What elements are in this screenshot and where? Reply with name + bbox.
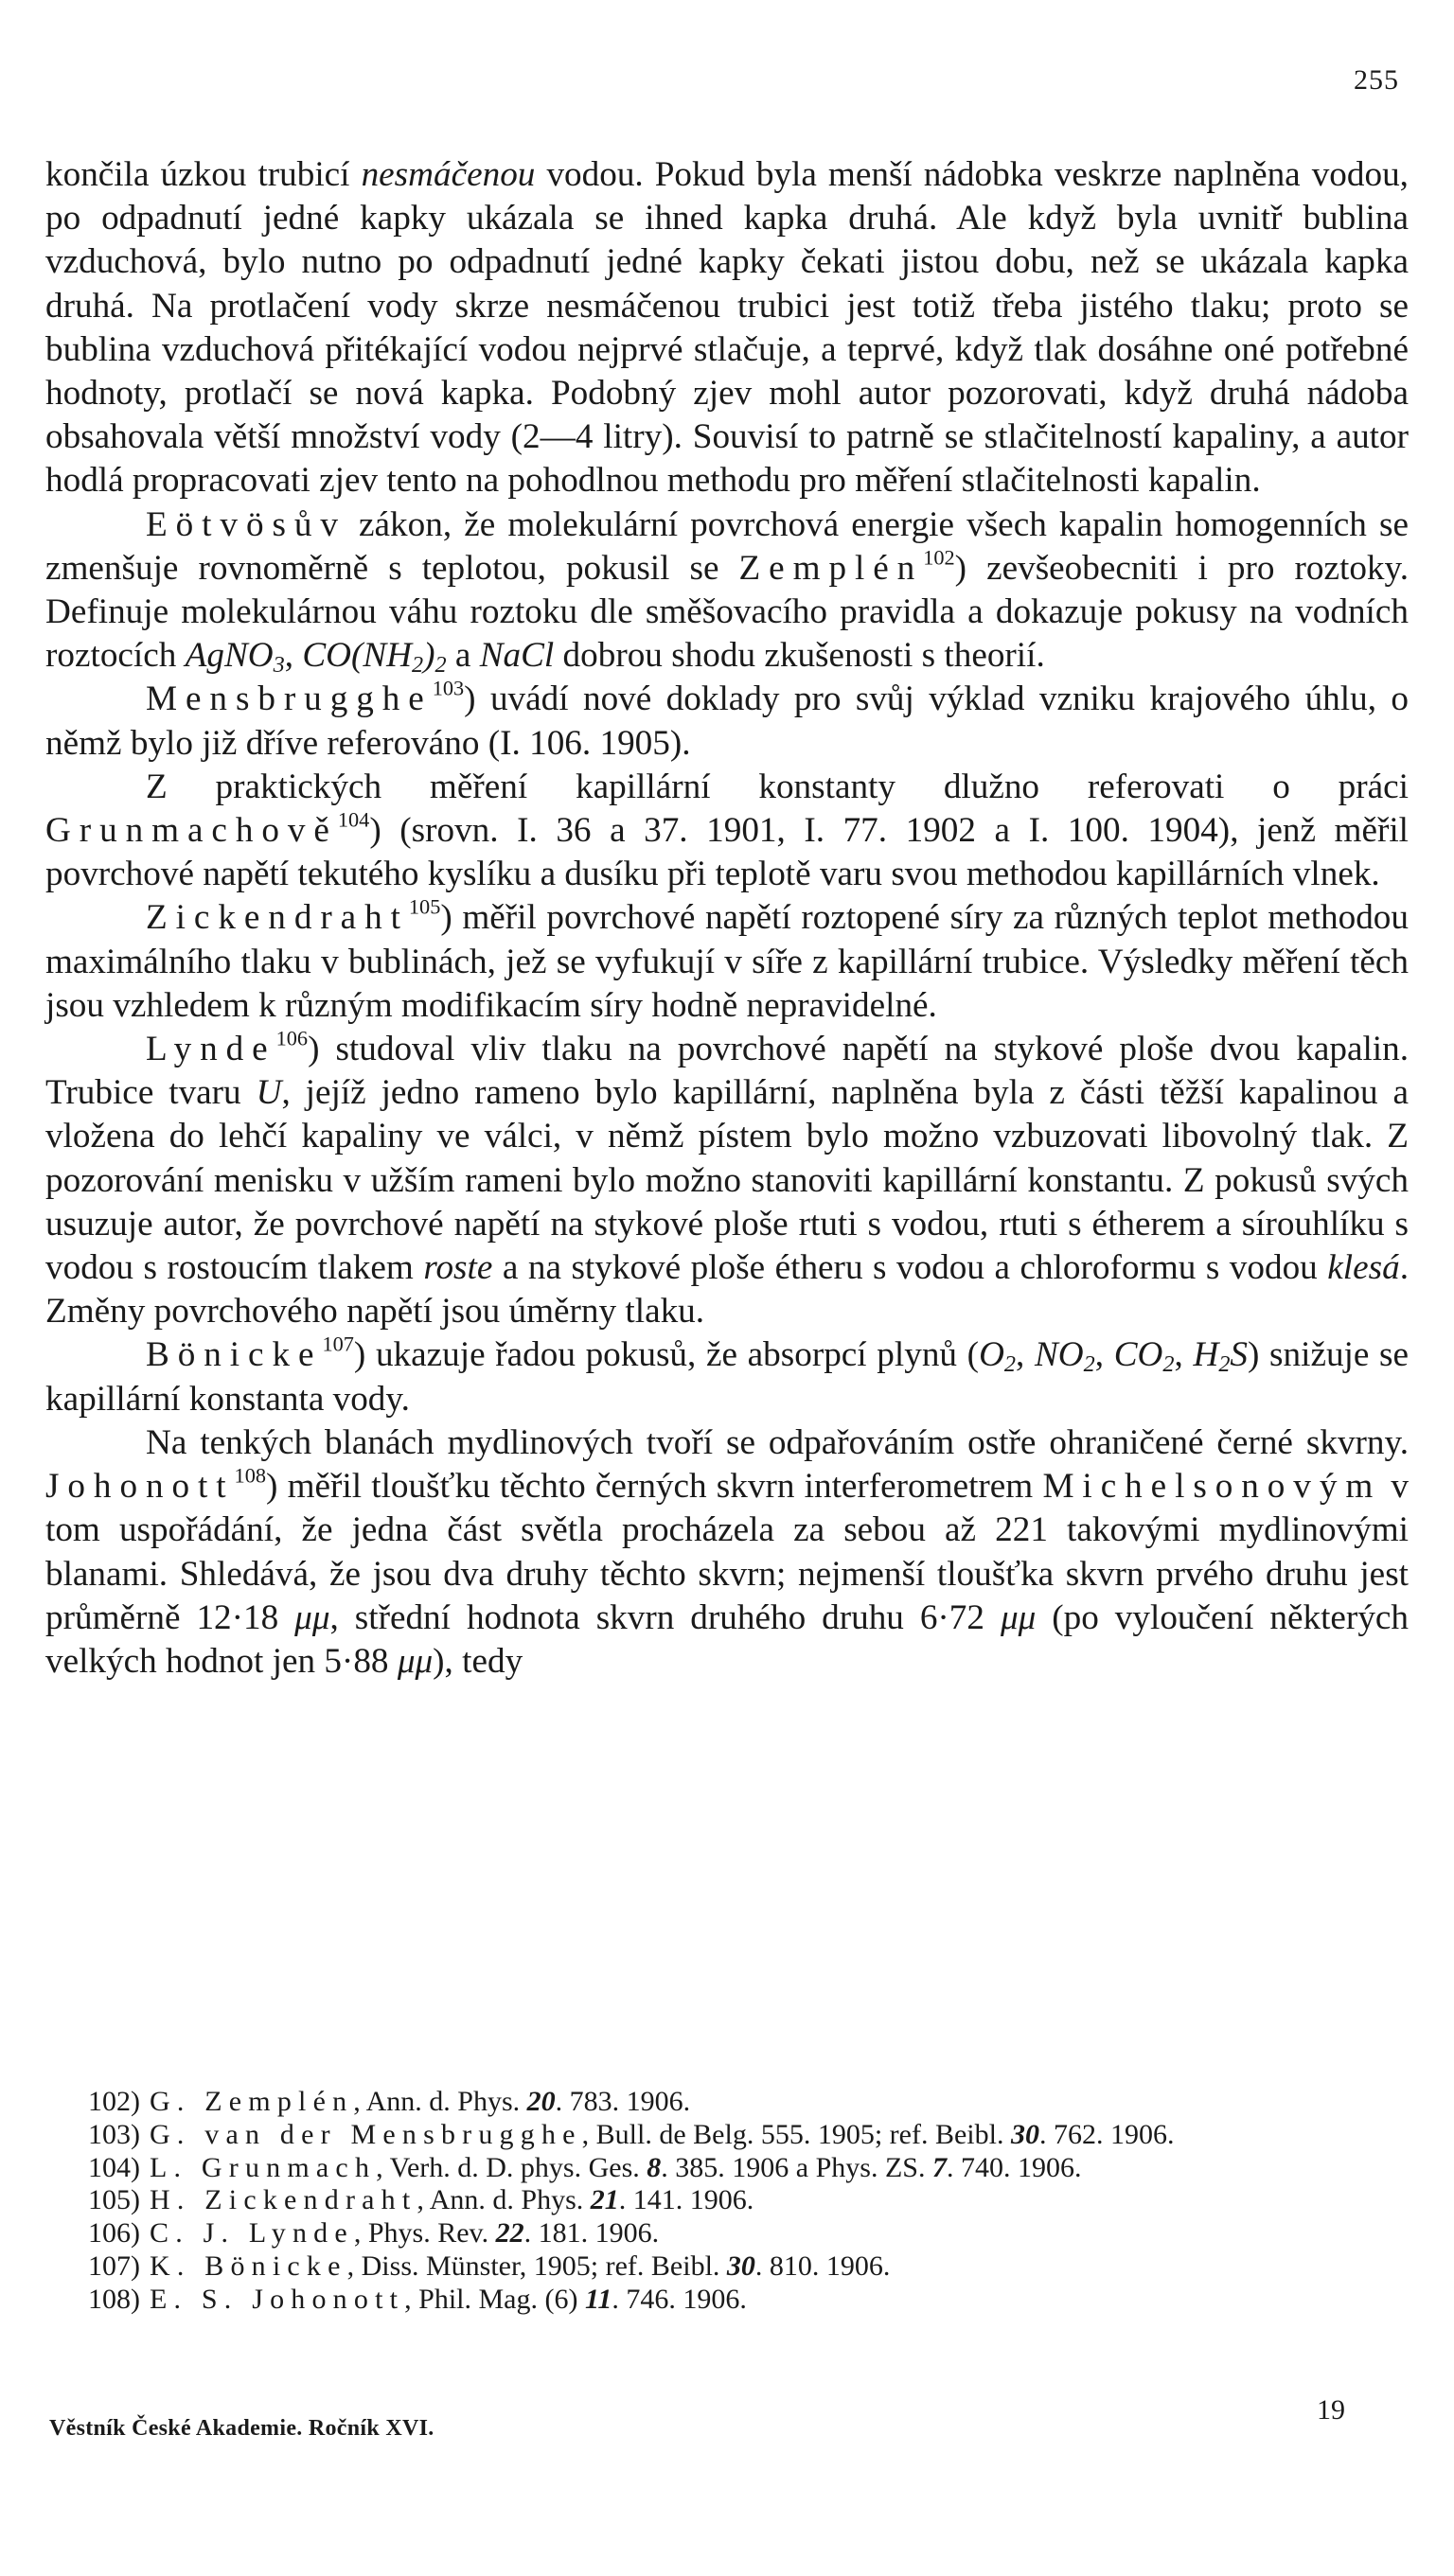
- footnote-ref: 104: [337, 807, 370, 832]
- subscript: 2: [1003, 1351, 1017, 1378]
- footnote-text: . 181. 1906.: [523, 2217, 660, 2250]
- footnotes: [45, 2086, 1409, 2317]
- text-run: ) měřil tloušťku těchto černých skvrn interferometrem: [266, 1467, 1043, 1507]
- text-run: Na tenkých blanách mydlinových tvoří se odpařováním ostře ohraničené černé skvrny.: [146, 1422, 1409, 1462]
- author-name: Johonott: [45, 1467, 235, 1507]
- footnote-author: G. van der Mensbrugghe: [150, 2118, 582, 2150]
- text-run: ) uvádí nové doklady pro svůj výklad vzniku krajového úhlu, o němž bylo již dříve referováno (I. 106. 1905).: [45, 679, 1409, 763]
- footnote-mark: 104): [88, 2151, 140, 2183]
- subscript: 3: [273, 652, 285, 679]
- formula: NaCl: [479, 636, 555, 676]
- footnote-author: L. Grunmach: [150, 2151, 377, 2183]
- subscript: 2: [1083, 1351, 1095, 1378]
- paragraph-4: [45, 766, 1409, 897]
- footnote-mark: 107): [88, 2250, 140, 2282]
- paragraph-2: [45, 503, 1409, 679]
- footnote-text: . 746. 1906.: [612, 2283, 747, 2315]
- footnote-text: . 385. 1906 a Phys. ZS.: [661, 2151, 932, 2183]
- paragraph-3: [45, 678, 1409, 765]
- text-run: zákon, že molekulární povrchová energie všech kapalin homogenních se zmenšuje rovnoměrně s teplotou, pokusil se: [45, 504, 1409, 588]
- text-run: , střední hodnota skvrn druhého druhu 6·72: [329, 1597, 1001, 1637]
- text-run: ,: [1016, 1335, 1035, 1375]
- text-run: Z praktických měření kapillární konstanty dlužno referovati o práci: [146, 767, 1409, 806]
- text-run: končila úzkou trubicí: [45, 155, 362, 194]
- text-run: ,: [1174, 1335, 1194, 1375]
- footnote-author: H. Zickendraht: [150, 2184, 417, 2216]
- footnote-mark: 102): [88, 2086, 140, 2117]
- text-run: ) snižuje se kapillární konstanta vody.: [45, 1335, 1410, 1419]
- unit: μμ: [397, 1641, 434, 1681]
- text-run: ) studoval vliv tlaku na povrchové napětí na stykové ploše dvou kapalin. Trubice tvaru: [45, 1030, 1409, 1113]
- volume: 22: [495, 2217, 524, 2250]
- formula: U: [256, 1073, 282, 1113]
- formula-part: S: [1230, 1335, 1248, 1375]
- text-run: ) zevšeobecniti i pro roztoky. Definuje molekulárnou váhu roztoku dle směšovacího pravidla a dokazuje pokusy na vodních roztocích: [45, 548, 1409, 676]
- author-name: Bönicke: [146, 1335, 323, 1375]
- formula-part: H: [1193, 1335, 1219, 1375]
- subscript: 2: [1218, 1351, 1231, 1378]
- footnote: [45, 2284, 1409, 2317]
- signature-mark: 19: [1317, 2394, 1345, 2426]
- footnote-text: , Phil. Mag. (6): [404, 2283, 585, 2315]
- footnote-text: , Ann. d. Phys.: [353, 2086, 527, 2117]
- footnote: [45, 2217, 1409, 2250]
- body-text: [45, 153, 1409, 1684]
- emphasis: nesmáčenou: [361, 155, 536, 194]
- author-name: Mensbrugghe: [146, 679, 433, 719]
- footnote-mark: 106): [88, 2217, 140, 2250]
- footnote-text: . 740. 1906.: [946, 2151, 1082, 2183]
- author-name: Michelsonovým: [1042, 1467, 1382, 1507]
- paragraph-8: [45, 1421, 1409, 1684]
- formula-part: O: [979, 1335, 1004, 1375]
- formula: [1193, 1335, 1248, 1378]
- subscript: 2: [1162, 1351, 1175, 1378]
- paragraph-6: [45, 1028, 1409, 1333]
- volume: 7: [931, 2151, 947, 2183]
- footnote-text: , Verh. d. D. phys. Ges.: [376, 2151, 647, 2183]
- footnote-ref: 108: [234, 1463, 266, 1488]
- text-run: , jejíž jedno rameno bylo kapillární, naplněna byla z části těžší kapalinou a vložena do lehčí kapaliny ve válci, v němž pístem bylo možno vzbuzovati libovolný tlak. Z pozorování menisku v užším rameni bylo možno stanoviti kapillární konstantu. Z pokusů svých usuzuje autor, že povrchové napětí na stykové ploše rtuti s vodou, rtuti s étherem a sírouhlíku s vodou s rostoucím tlakem: [45, 1073, 1410, 1288]
- text-run: ) (srovn. I. 36 a 37. 1901, I. 77. 1902 a I. 100. 1904), jenž měřil povrchové napětí tekutého kyslíku a dusíku při teplotě varu svou methodou kapillárních vlnek.: [45, 811, 1409, 894]
- footnote-text: . 783. 1906.: [555, 2086, 691, 2117]
- volume: 8: [647, 2151, 662, 2183]
- footnote: [45, 2086, 1409, 2119]
- journal-footer: Věstník České Akademie. Ročník XVI.: [49, 2416, 434, 2441]
- footnote-author: K. Bönicke: [150, 2250, 347, 2282]
- footnote-mark: 108): [88, 2283, 140, 2315]
- formula: [185, 636, 285, 679]
- text-run: (po vyloučení některých velkých hodnot jen 5·88: [45, 1597, 1410, 1681]
- formula: [979, 1335, 1017, 1378]
- text-run: v tom uspořádání, že jedna část světla procházela za sebou až 221 takovými mydlinovými blanami. Shledává, že jsou dva druhy těchto skvrn; nejmenší tloušťka skvrn prvého druhu jest průměrně 12·18: [45, 1467, 1409, 1637]
- footnote: [45, 2250, 1409, 2284]
- unit: μμ: [294, 1597, 330, 1637]
- author-name: Eötvösův: [146, 504, 346, 544]
- author-name: Zemplén: [738, 548, 924, 588]
- formula-part: CO(NH: [302, 636, 413, 676]
- subscript: 2: [434, 652, 447, 679]
- text-run: vodou. Pokud byla menší nádobka veskrze naplněna vodou, po odpadnutí jedné kapky ukázala se ihned kapka druhá. Ale když byla uvnitř bublina vzduchová, bylo nutno po odpadnutí jedné kapky čekati jistou dobu, než se ukázala kapka druhá. Na protlačení vody skrze nesmáčenou trubici jest totiž třeba jistého tlaku; proto se bublina vzduchová přitékající vodou nejprvé stlačuje, a teprvé, když tlak dosáhne oné potřebné hodnoty, protlačí se nová kapka. Podobný zjev mohl autor pozorovati, když druhá nádoba obsahovala větší množství vody (2—4 litry). Souvisí to patrně se stlačitelností kapaliny, a autor hodlá propracovati zjev tento na pohodlnou methodu pro měření stlačitelnosti kapalin.: [45, 155, 1409, 501]
- volume: 30: [1010, 2118, 1039, 2150]
- formula-part: AgNO: [185, 636, 274, 676]
- emphasis: klesá: [1327, 1248, 1400, 1288]
- text-run: a: [446, 636, 480, 676]
- formula-part: NO: [1034, 1335, 1084, 1375]
- text-run: ) ukazuje řadou pokusů, že absorpcí plynů (: [353, 1335, 980, 1375]
- footnote-ref: 106: [275, 1026, 309, 1050]
- footnote: [45, 2119, 1409, 2152]
- text-run: a na stykové ploše étheru s vodou a chloroformu s vodou: [492, 1248, 1328, 1288]
- text-run: . Změny povrchového napětí jsou úměrny tlaku.: [45, 1248, 1409, 1332]
- page-number: 255: [1354, 64, 1399, 96]
- unit: μμ: [1000, 1597, 1037, 1637]
- footnote-ref: 102: [923, 545, 955, 570]
- paragraph-5: [45, 896, 1409, 1028]
- text-run: ) měřil povrchové napětí roztopené síry za různých teplot methodou maximálního tlaku v bublinách, jež se vyfukují v síře z kapillární trubice. Výsledky měření těch jsou vzhledem k různým modifikacím síry hodně nepravidelné.: [45, 898, 1409, 1025]
- author-name: Zickendraht: [146, 898, 409, 938]
- footnote-author: G. Zemplén: [150, 2086, 354, 2117]
- footnote-text: , Bull. de Belg. 555. 1905; ref. Beibl.: [581, 2118, 1011, 2150]
- footnote-text: , Diss. Münster, 1905; ref. Beibl.: [346, 2250, 727, 2282]
- footnote-ref: 107: [322, 1332, 354, 1356]
- footnote-text: , Phys. Rev.: [353, 2217, 496, 2250]
- text-run: dobrou shodu zkušenosti s theorií.: [554, 636, 1045, 676]
- text-run: ,: [1094, 1335, 1114, 1375]
- formula-part: ): [423, 636, 435, 676]
- footnote-text: , Ann. d. Phys.: [417, 2184, 591, 2216]
- footnote: [45, 2152, 1409, 2185]
- footnote-text: . 141. 1906.: [618, 2184, 754, 2216]
- footnote-author: E. S. Johonott: [150, 2283, 405, 2315]
- volume: 21: [590, 2184, 619, 2216]
- footnote: [45, 2184, 1409, 2217]
- paragraph-7: [45, 1333, 1409, 1420]
- volume: 30: [726, 2250, 755, 2282]
- author-name: Grunmachově: [45, 811, 338, 851]
- subscript: 2: [412, 652, 424, 679]
- footnote-ref: 103: [432, 676, 465, 700]
- footnote-text: . 762. 1906.: [1038, 2118, 1175, 2150]
- formula: [302, 636, 447, 679]
- footnote-text: . 810. 1906.: [754, 2250, 891, 2282]
- footnote-mark: 103): [88, 2118, 140, 2150]
- formula-part: CO: [1113, 1335, 1163, 1375]
- formula: [1113, 1335, 1175, 1378]
- emphasis: roste: [423, 1248, 493, 1288]
- text-run: ,: [284, 636, 303, 676]
- paragraph-1: [45, 153, 1409, 503]
- volume: 11: [584, 2283, 612, 2315]
- formula: [1034, 1335, 1095, 1378]
- text-run: ), tedy: [433, 1641, 523, 1681]
- footnote-ref: 105: [408, 894, 441, 919]
- volume: 20: [526, 2086, 556, 2117]
- footnote-mark: 105): [88, 2184, 140, 2216]
- footnote-author: C. J. Lynde: [150, 2217, 354, 2250]
- author-name: Lynde: [146, 1030, 276, 1069]
